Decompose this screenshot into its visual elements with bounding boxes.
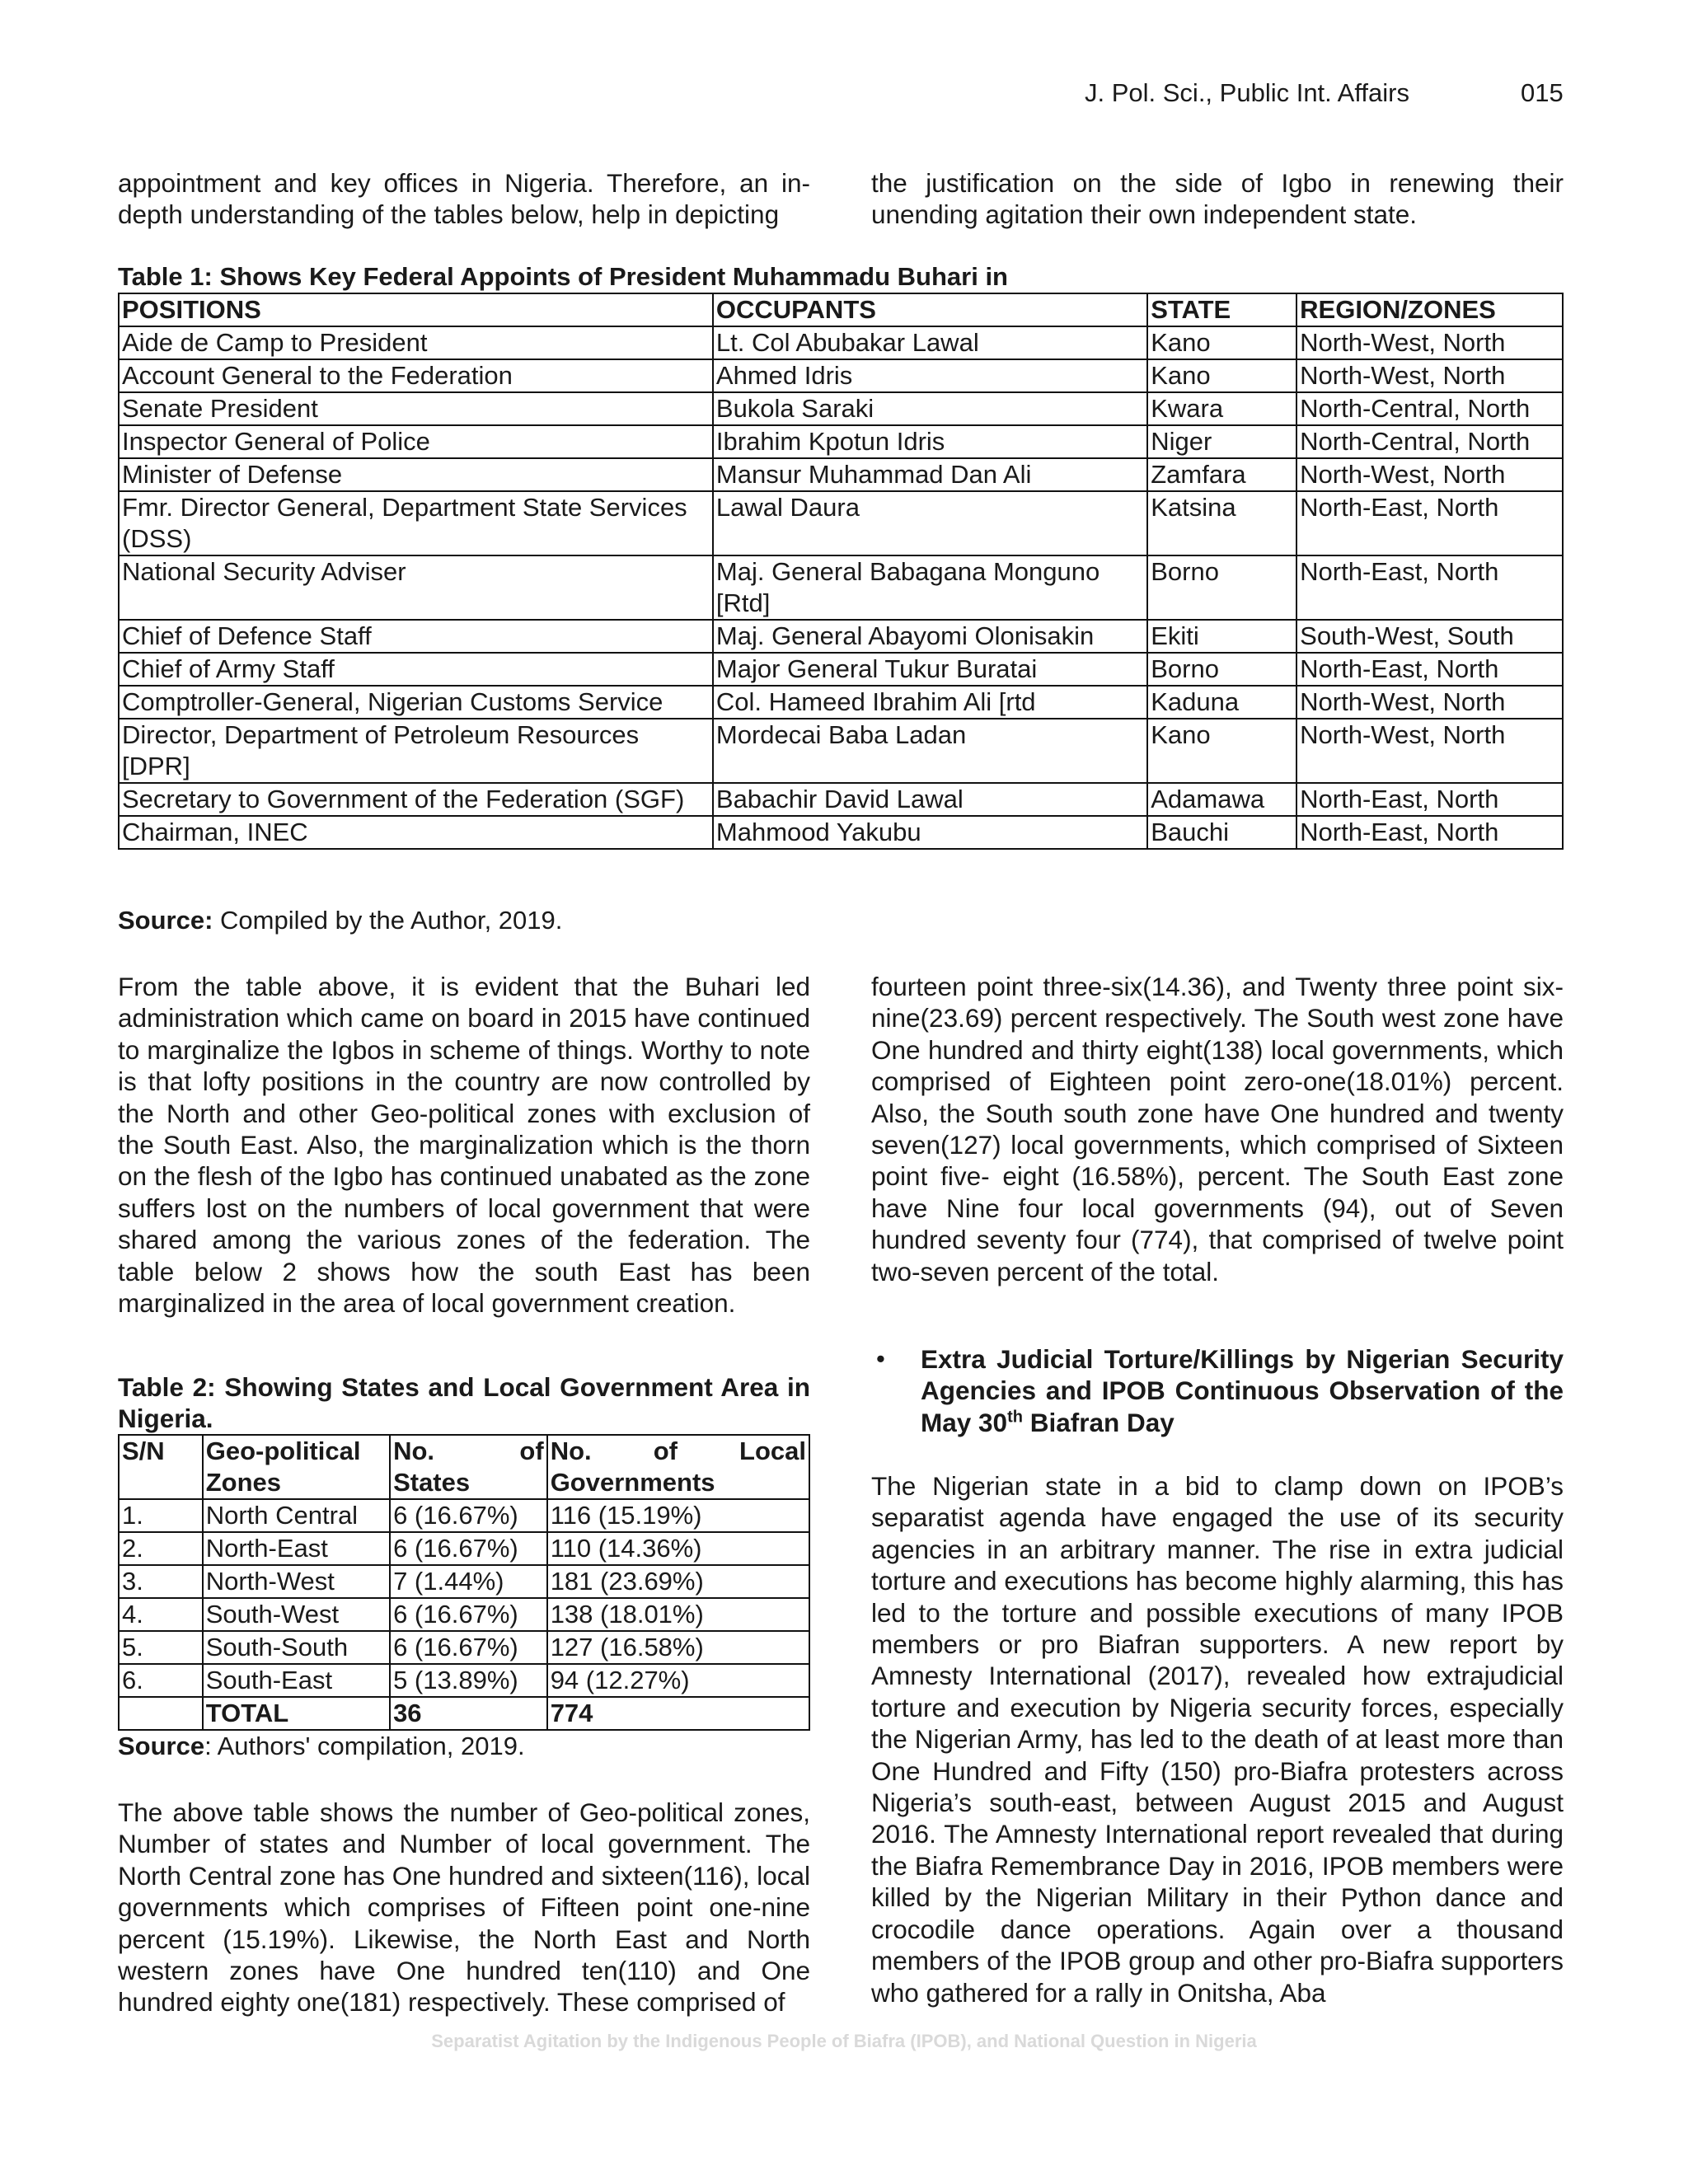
table-cell: Minister of Defense	[119, 458, 713, 491]
table-row	[119, 555, 1563, 620]
table-header-cell: OCCUPANTS	[713, 293, 1147, 326]
table-cell: South-East	[203, 1664, 390, 1697]
table-cell: National Security Adviser	[119, 555, 713, 620]
table-cell: Comptroller-General, Nigerian Customs Service	[119, 686, 713, 719]
source-label: Source:	[118, 906, 213, 935]
table-row	[119, 491, 1563, 555]
table-cell: Kano	[1147, 359, 1296, 392]
table1	[118, 293, 1564, 850]
table-cell: Babachir David Lawal	[713, 783, 1147, 816]
table-cell: Account General to the Federation	[119, 359, 713, 392]
bullet-marker: •	[876, 1344, 885, 1373]
table-cell: North-West, North	[1296, 458, 1563, 491]
table-cell: 3.	[119, 1565, 203, 1598]
table-row	[119, 620, 1563, 653]
table-cell: South-West	[203, 1598, 390, 1631]
table-row	[119, 458, 1563, 491]
body-left-paragraph-2: The above table shows the number of Geo-political zones, Number of states and Number of local government. The North Central zone has One hundred and sixteen(116), local governments which comprises of Fifteen point one-nine percent (15.19%). Likewise, the North East and North western zones have One hundred ten(110) and One hundred eighty one(181) respectively. These comprised of	[118, 1797, 810, 2018]
table-cell: 6.	[119, 1664, 203, 1697]
table-cell: North Central	[203, 1499, 390, 1532]
table-row	[119, 1664, 809, 1697]
table-cell: 6 (16.67%)	[390, 1499, 547, 1532]
table-row	[119, 425, 1563, 458]
table-cell: Aide de Camp to President	[119, 326, 713, 359]
table-cell: 4.	[119, 1598, 203, 1631]
table-cell: Borno	[1147, 555, 1296, 620]
table-cell: Col. Hameed Ibrahim Ali [rtd	[713, 686, 1147, 719]
table-cell: 116 (15.19%)	[547, 1499, 809, 1532]
table-cell: Inspector General of Police	[119, 425, 713, 458]
table-cell: Bauchi	[1147, 816, 1296, 849]
table-cell: Ekiti	[1147, 620, 1296, 653]
table-cell: North-West, North	[1296, 719, 1563, 783]
table-header-cell: S/N	[119, 1435, 203, 1499]
table-row	[119, 1598, 809, 1631]
table-cell: 7 (1.44%)	[390, 1565, 547, 1598]
page-number: 015	[1521, 78, 1564, 107]
table1-source	[118, 905, 562, 936]
table-cell: Zamfara	[1147, 458, 1296, 491]
table-cell: Borno	[1147, 653, 1296, 686]
table-cell: Mahmood Yakubu	[713, 816, 1147, 849]
table-cell: Ibrahim Kpotun Idris	[713, 425, 1147, 458]
table-cell: North-East, North	[1296, 555, 1563, 620]
table-cell: North-West, North	[1296, 686, 1563, 719]
table-cell: 6 (16.67%)	[390, 1598, 547, 1631]
table-total-cell: 36	[390, 1697, 547, 1730]
heading-tail: Biafran Day	[1022, 1407, 1175, 1437]
table-cell: Bukola Saraki	[713, 392, 1147, 425]
body-right-paragraph-1: fourteen point three-six(14.36), and Twenty three point six-nine(23.69) percent respectively. The South west zone have One hundred and thirty eight(138) local governments, which comprised of Eighteen point zero-one(18.01%) percent. Also, the South south zone have One hundred and twenty seven(127) local governments, which comprised of Sixteen point five- eight (16.58%), percent. The South East zone have Nine four local governments (94), out of Seven hundred seventy four (774), that comprised of twelve point two-seven percent of the total.	[871, 972, 1564, 1286]
table-row	[119, 653, 1563, 686]
table-cell: Kano	[1147, 719, 1296, 783]
table2-caption: Table 2: Showing States and Local Government Area in Nigeria.	[118, 1372, 810, 1433]
table-cell: Major General Tukur Buratai	[713, 653, 1147, 686]
table-row	[119, 783, 1563, 816]
table-cell: Niger	[1147, 425, 1296, 458]
table-cell: Chairman, INEC	[119, 816, 713, 849]
table-cell: 127 (16.58%)	[547, 1631, 809, 1664]
journal-title: J. Pol. Sci., Public Int. Affairs	[1085, 78, 1409, 107]
table-cell: Maj. General Abayomi Olonisakin	[713, 620, 1147, 653]
table-cell: Lawal Daura	[713, 491, 1147, 555]
table-total-cell: TOTAL	[203, 1697, 390, 1730]
table-cell: Chief of Army Staff	[119, 653, 713, 686]
source-text: : Authors' compilation, 2019.	[204, 1732, 525, 1760]
table-cell: 181 (23.69%)	[547, 1565, 809, 1598]
table-cell: North-East, North	[1296, 783, 1563, 816]
table-header-cell: REGION/ZONES	[1296, 293, 1563, 326]
table2-source	[118, 1731, 525, 1762]
table-cell: Mansur Muhammad Dan Ali	[713, 458, 1147, 491]
table-row	[119, 686, 1563, 719]
table-row	[119, 359, 1563, 392]
table-cell: Adamawa	[1147, 783, 1296, 816]
table-cell: North-Central, North	[1296, 392, 1563, 425]
source-text: Compiled by the Author, 2019.	[213, 906, 563, 935]
table-cell: Kaduna	[1147, 686, 1296, 719]
table1-caption: Table 1: Shows Key Federal Appoints of President Muhammadu Buhari in	[118, 262, 1008, 291]
table-header-row	[119, 293, 1563, 326]
table-cell: 6 (16.67%)	[390, 1532, 547, 1565]
table-total-row	[119, 1697, 809, 1730]
table-row	[119, 326, 1563, 359]
table-cell: 1.	[119, 1499, 203, 1532]
table-header-cell: No. of Local Governments	[547, 1435, 809, 1499]
source-label: Source	[118, 1732, 205, 1760]
table-header-cell: POSITIONS	[119, 293, 713, 326]
table-header-cell: Geo-political Zones	[203, 1435, 390, 1499]
table-cell: Kwara	[1147, 392, 1296, 425]
table-cell: North-East, North	[1296, 653, 1563, 686]
heading-superscript: th	[1007, 1408, 1023, 1427]
table-cell: 110 (14.36%)	[547, 1532, 809, 1565]
table-cell: 5 (13.89%)	[390, 1664, 547, 1697]
table-total-cell	[119, 1697, 203, 1730]
table-cell: 6 (16.67%)	[390, 1631, 547, 1664]
table-row	[119, 816, 1563, 849]
table-cell: North-East, North	[1296, 491, 1563, 555]
table-row	[119, 719, 1563, 783]
table-header-cell: STATE	[1147, 293, 1296, 326]
table-cell: Director, Department of Petroleum Resources [DPR]	[119, 719, 713, 783]
table-row	[119, 392, 1563, 425]
intro-left-paragraph: appointment and key offices in Nigeria. Therefore, an in-depth understanding of the tables below, help in depicting	[118, 168, 810, 230]
table-cell: Katsina	[1147, 491, 1296, 555]
table-cell: Fmr. Director General, Department State Services (DSS)	[119, 491, 713, 555]
table-row	[119, 1565, 809, 1598]
table-cell: North-West, North	[1296, 359, 1563, 392]
table-cell: Lt. Col Abubakar Lawal	[713, 326, 1147, 359]
intro-right-paragraph: the justification on the side of Igbo in renewing their unending agitation their own independent state.	[871, 168, 1564, 230]
heading-main: Extra Judicial Torture/Killings by Nigerian Security Agencies and IPOB Continuous Observation of the May 30	[921, 1344, 1564, 1437]
body-left-paragraph-1: From the table above, it is evident that the Buhari led administration which came on board in 2015 have continued to marginalize the Igbos in scheme of things. Worthy to note is that lofty positions in the country are now controlled by the North and other Geo-political zones with exclusion of the South East. Also, the marginalization which is the thorn on the flesh of the Igbo has continued unabated as the zone suffers lost on the numbers of local government that were shared among the various zones of the federation. The table below 2 shows how the south East has been marginalized in the area of local government creation.	[118, 972, 810, 1319]
table-cell: Secretary to Government of the Federation (SGF)	[119, 783, 713, 816]
table-cell: South-South	[203, 1631, 390, 1664]
running-footer: Separatist Agitation by the Indigenous People of Biafra (IPOB), and National Question in Nigeria	[431, 2031, 1257, 2051]
table-cell: Senate President	[119, 392, 713, 425]
table-cell: Maj. General Babagana Monguno [Rtd]	[713, 555, 1147, 620]
section-heading-text	[921, 1343, 1564, 1438]
body-right-paragraph-2: The Nigerian state in a bid to clamp down on IPOB’s separatist agenda have engaged the use of its security agencies in an arbitrary manner. The rise in extra judicial torture and executions has become highly alarming, this has led to the torture and possible executions of many IPOB members or pro Biafran supporters. A new report by Amnesty International (2017), revealed how extrajudicial torture and execution by Nigeria security forces, especially the Nigerian Army, has led to the death of at least more than One Hundred and Fifty (150) pro-Biafra protesters across Nigeria’s south-east, between August 2015 and August 2016. The Amnesty International report revealed that during the Biafra Remembrance Day in 2016, IPOB members were killed by the Nigerian Military in their Python dance and crocodile dance operations. Again over a thousand members of the IPOB group and other pro-Biafra supporters who gathered for a rally in Onitsha, Aba	[871, 1471, 1564, 2008]
table2	[118, 1434, 810, 1731]
table-header-row	[119, 1435, 809, 1499]
table-total-cell: 774	[547, 1697, 809, 1730]
table-cell: Ahmed Idris	[713, 359, 1147, 392]
table-cell: North-Central, North	[1296, 425, 1563, 458]
table-cell: North-East	[203, 1532, 390, 1565]
table-row	[119, 1532, 809, 1565]
table-cell: 2.	[119, 1532, 203, 1565]
table-cell: North-West, North	[1296, 326, 1563, 359]
table-cell: 5.	[119, 1631, 203, 1664]
table-row	[119, 1631, 809, 1664]
table-cell: Chief of Defence Staff	[119, 620, 713, 653]
table-cell: 94 (12.27%)	[547, 1664, 809, 1697]
table-cell: North-East, North	[1296, 816, 1563, 849]
table-cell: South-West, South	[1296, 620, 1563, 653]
table-cell: 138 (18.01%)	[547, 1598, 809, 1631]
table-row	[119, 1499, 809, 1532]
table-header-cell: No. of States	[390, 1435, 547, 1499]
table-cell: Mordecai Baba Ladan	[713, 719, 1147, 783]
table-cell: Kano	[1147, 326, 1296, 359]
table-cell: North-West	[203, 1565, 390, 1598]
